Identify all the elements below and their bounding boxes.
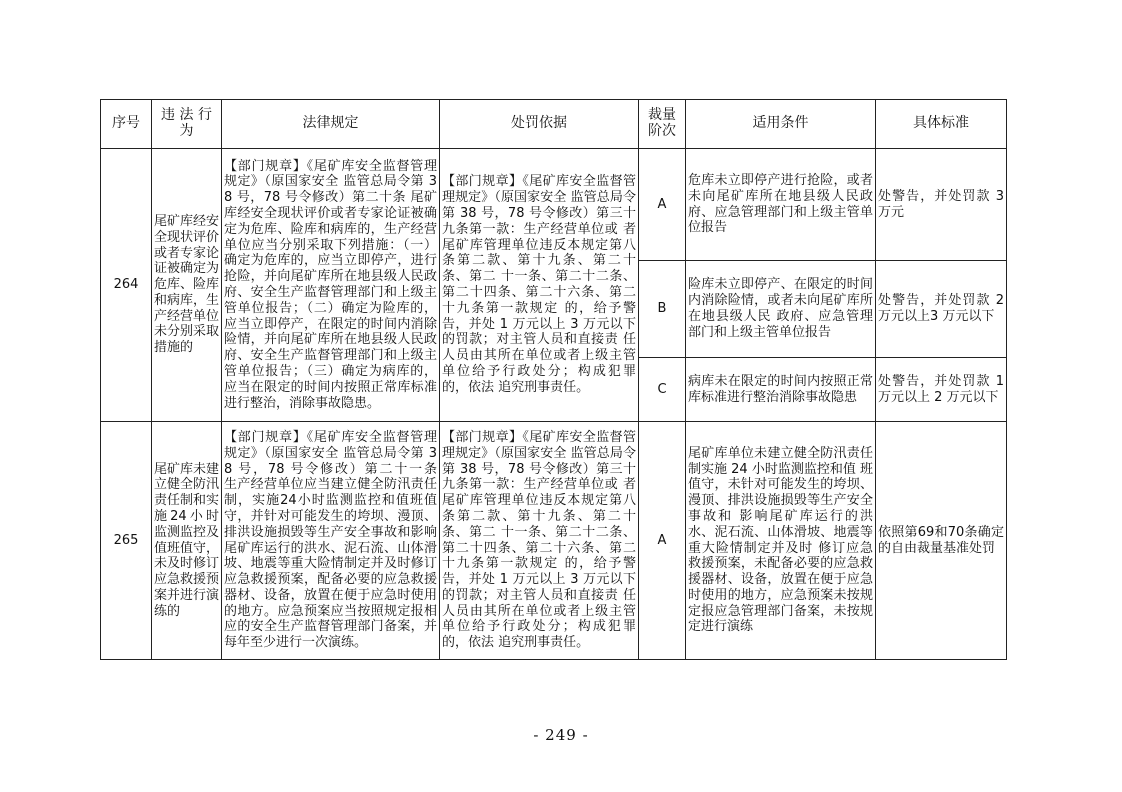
- row-index: 264: [101, 149, 152, 422]
- row-condition: 病库未在限定的时间内按照正常库标准进行整治消除事故隐患: [686, 358, 876, 422]
- row-condition: 尾矿库单位未建立健全防汛责任制实施 24 小时监测监控和值 班值守，未针对可能发生的垮坝、漫顶、排洪设施损毁等生产安全事故和 影响尾矿库运行的洪水、泥石流、山体滑坡、地震等重大险情制定并及时 修订应急救援预案，未配备必要的应急救援器材、设备，放置在便于应急 时使用的地方，应急预案未按规定报应急管理部门备案，未按规定进行演练: [686, 422, 876, 660]
- row-level: A: [639, 149, 686, 261]
- row-standard: 处警告，并处罚款 2 万元以上3 万元以下: [876, 261, 1007, 358]
- header-condition: 适用条件: [686, 100, 876, 149]
- table-row: [101, 149, 1007, 261]
- row-legal-provision: 【部门规章】《尾矿库安全监督管理规定》（原国家安全 监管总局令第 38 号，78 号令修改）第二十条 尾矿库经安全现状评价或者专家论证被确定为危库、险库和病库的，生产经营单位应当分别采取下列措施：（一）确定为危库的，应当立即停产，进行抢险，并向尾矿库所在地县级人民政府、安全生产监督管理部门和上级主管单位报告；（二）确定为险库的，应当立即停产，在限定的时间内消除险情，并向尾矿库所在地县级人民政府、安全生产监督管理部门和上级主管单位报告；（三）确定为病库的，应当在限定的时间内按照正常库标准进行整治，消除事故隐患。: [222, 149, 440, 422]
- row-level: B: [639, 261, 686, 358]
- row-penalty-basis: 【部门规章】《尾矿库安全监督管理规定》（原国家安全 监管总局令第 38 号，78 号令修改）第三十九条第一款：生产经营单位或 者尾矿库管理单位违反本规定第八条第二款、第十九条、第二十条、第二 十一条、第二十二条、第二十四条、第二十六条、第二十九条第一款规定 的，给予警告，并处 1 万元以上 3 万元以下的罚款；对主管人员和直接责 任人员由其所在单位或者上级主管单位给予行政处分；构成犯罪的，依法 追究刑事责任。: [440, 422, 639, 660]
- header-basis: 处罚依据: [440, 100, 639, 149]
- row-standard: 处警告，并处罚款 3 万元: [876, 149, 1007, 261]
- row-standard: 处警告，并处罚款 1 万元以上 2 万元以下: [876, 358, 1007, 422]
- header-index: 序号: [101, 100, 152, 149]
- penalty-table: [100, 99, 1007, 660]
- header-behavior: 违 法 行 为: [152, 100, 222, 149]
- row-level: C: [639, 358, 686, 422]
- row-behavior: 尾矿库经安全现状评价或者专家论证被确定为危库、险库和病库，生产经营单位未分别采取措施的: [152, 149, 222, 422]
- row-condition: 危库未立即停产进行抢险，或者未向尾矿库所在地县级人民政府、应急管理部门和上级主管单位报告: [686, 149, 876, 261]
- header-level: 裁量 阶次: [639, 100, 686, 149]
- row-penalty-basis: 【部门规章】《尾矿库安全监督管理规定》（原国家安全 监管总局令第 38 号，78 号令修改）第三十九条第一款：生产经营单位或 者尾矿库管理单位违反本规定第八条第二款、第十九条、第二十条、第二 十一条、第二十二条、第二十四条、第二十六条、第二十九条第一款规定 的，给予警告，并处 1 万元以上 3 万元以下的罚款；对主管人员和直接责 任人员由其所在单位或者上级主管单位给予行政处分；构成犯罪的，依法 追究刑事责任。: [440, 149, 639, 422]
- row-index: 265: [101, 422, 152, 660]
- row-condition: 险库未立即停产、在限定的时间内消除险情，或者未向尾矿库所在地县级人民 政府、应急管理部门和上级主管单位报告: [686, 261, 876, 358]
- table-header-row: [101, 100, 1007, 149]
- row-behavior: 尾矿库未建立健全防汛责任制和实施24小时监测监控及值班值守，未及时修订应急救援预案并进行演练的: [152, 422, 222, 660]
- row-level: A: [639, 422, 686, 660]
- page-number: - 249 -: [533, 726, 589, 744]
- row-legal-provision: 【部门规章】《尾矿库安全监督管理规定》（原国家安全 监管总局令第 38 号，78 号令修改）第二十一条 生产经营单位应当建立健全防汛责任制，实施24小时监测监控和值班值守，并针对可能发生的垮坝、漫顶、排洪设施损毁等生产安全事故和影响尾矿库运行的洪水、泥石流、山体滑坡、地震等重大险情制定并及时修订应急救援预案，配备必要的应急救援器材、设备，放置在便于应急时使用的地方。应急预案应当按照规定报相应的安全生产监督管理部门备案，并每年至少进行一次演练。: [222, 422, 440, 660]
- row-standard: 依照第69和70条确定的自由裁量基准处罚: [876, 422, 1007, 660]
- header-legal: 法律规定: [222, 100, 440, 149]
- table-row: [101, 422, 1007, 660]
- header-standard: 具体标准: [876, 100, 1007, 149]
